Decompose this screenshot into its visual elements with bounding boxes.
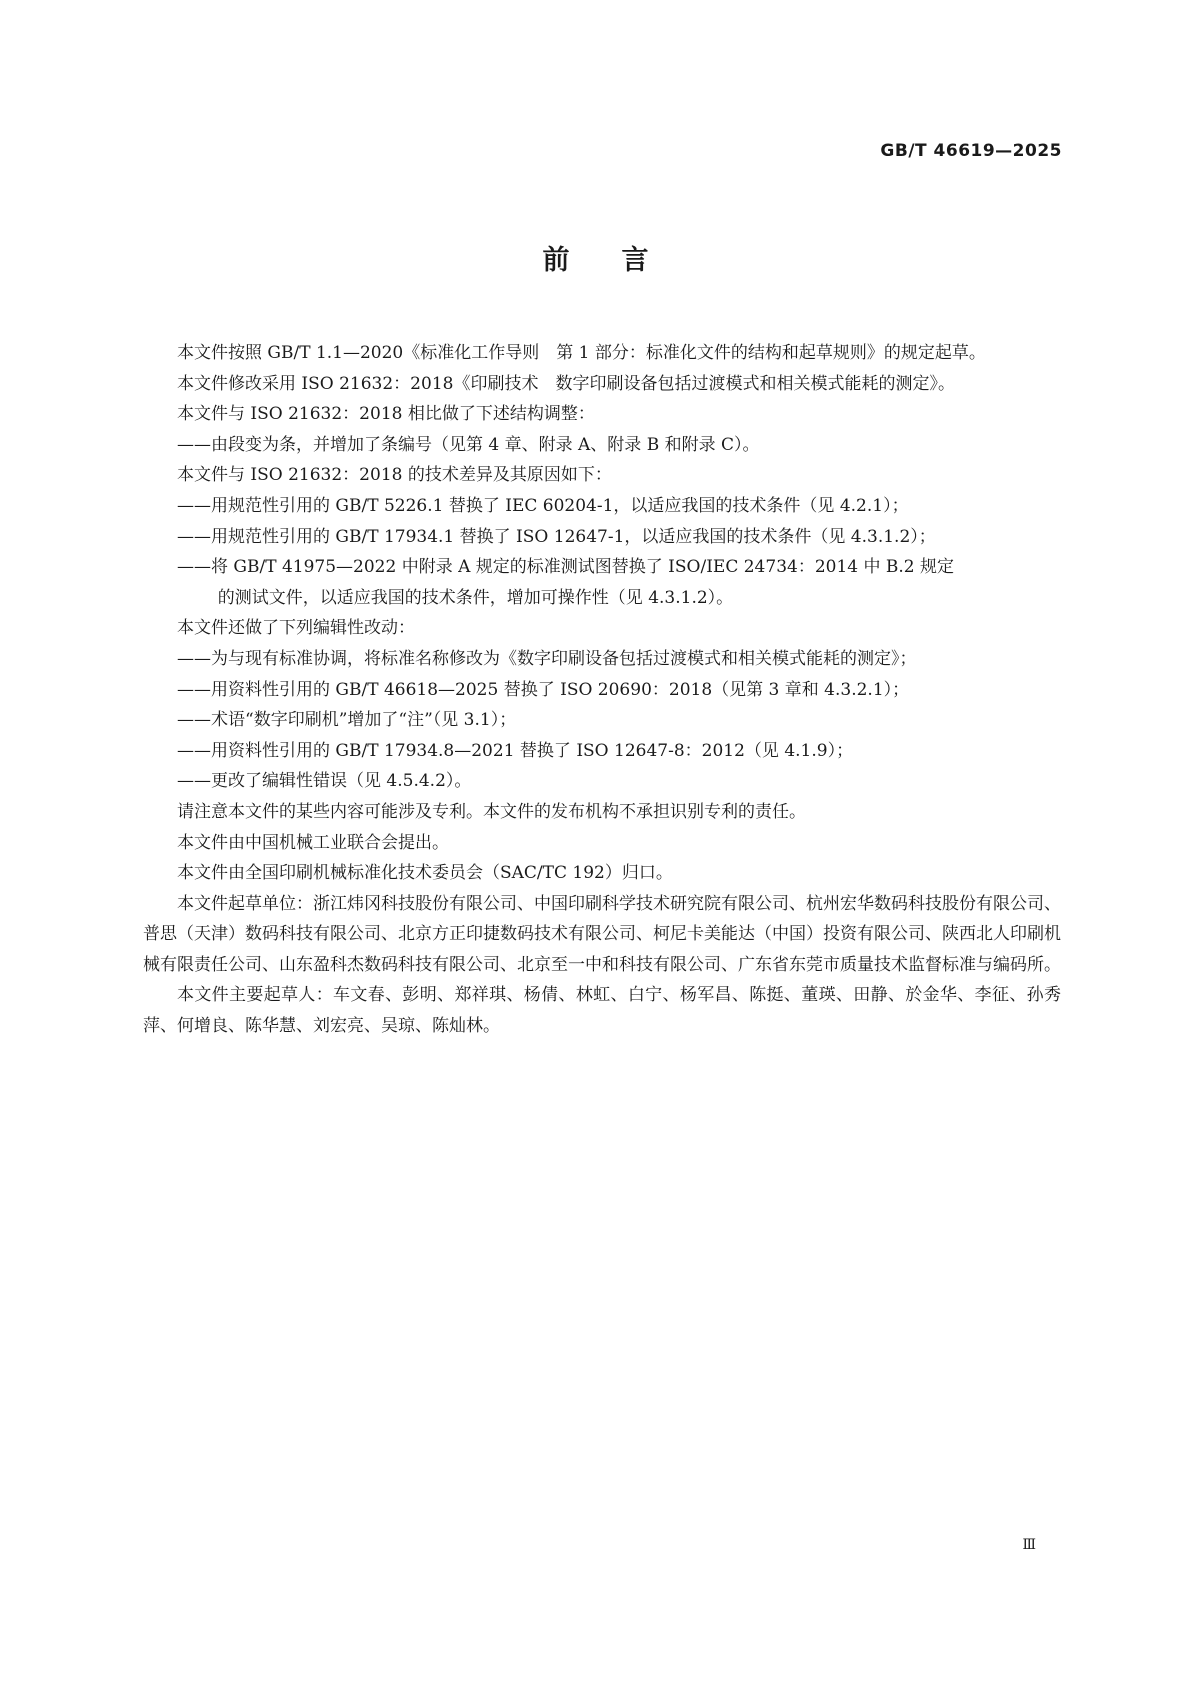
list-item: ——更改了编辑性错误（见 4.5.4.2）。 [177,771,472,792]
paragraph: 本文件由中国机械工业联合会提出。 [177,832,449,853]
list-item: ——用资料性引用的 GB/T 46618—2025 替换了 ISO 20690：2018（见第 3 章和 4.3.2.1）； [177,679,910,700]
list-item: ——将 GB/T 41975—2022 中附录 A 规定的标准测试图替换了 ISO/IEC 24734：2014 中 B.2 规定 [177,557,955,578]
list-item: ——用资料性引用的 GB/T 17934.8—2021 替换了 ISO 12647-8：2012（见 4.1.9）； [177,740,854,761]
list-item: ——用规范性引用的 GB/T 5226.1 替换了 IEC 60204-1，以适应我国的技术条件（见 4.2.1）； [177,495,909,516]
paragraph: 本文件起草单位：浙江炜冈科技股份有限公司、中国印刷科学技术研究院有限公司、杭州宏华数码科技股份有限公司、普思（天津）数码科技有限公司、北京方正印捷数码技术有限公司、柯尼卡美能达（中国）投资有限公司、陕西北人印刷机械有限责任公司、山东盈科杰数码科技有限公司、北京至一中和科技有限公司、广东省东莞市质量技术监督标准与编码所。 [143,893,1061,975]
list-item: ——为与现有标准协调，将标准名称修改为《数字印刷设备包括过渡模式和相关模式能耗的测定》； [177,648,917,669]
paragraph: 本文件与 ISO 21632：2018 的技术差异及其原因如下： [177,465,612,486]
paragraph: 本文件由全国印刷机械标准化技术委员会（SAC/TC 192）归口。 [177,863,673,884]
paragraph: 请注意本文件的某些内容可能涉及专利。本文件的发布机构不承担识别专利的责任。 [177,801,806,822]
page-number: Ⅲ [1022,1537,1036,1553]
paragraph: 本文件按照 GB/T 1.1—2020《标准化工作导则 第 1 部分：标准化文件的结构和起草规则》的规定起草。 [177,343,986,363]
paragraph: 本文件与 ISO 21632：2018 相比做了下述结构调整： [177,404,595,425]
list-item: ——用规范性引用的 GB/T 17934.1 替换了 ISO 12647-1，以适应我国的技术条件（见 4.3.1.2）； [177,526,936,547]
list-item: ——术语“数字印刷机”增加了“注”（见 3.1）； [177,710,517,731]
list-item-continuation: 的测试文件，以适应我国的技术条件，增加可操作性（见 4.3.1.2）。 [217,587,734,608]
paragraph: 本文件主要起草人：车文春、彭明、郑祥琪、杨倩、林虹、白宁、杨军昌、陈挺、董瑛、田静、於金华、李征、孙秀萍、何增良、陈华慧、刘宏亮、吴琼、陈灿林。 [143,985,1061,1037]
paragraph: 本文件修改采用 ISO 21632：2018《印刷技术 数字印刷设备包括过渡模式和相关模式能耗的测定》。 [177,373,955,394]
foreword-body [143,338,1061,1042]
page-title: 前言 [542,245,701,276]
paragraph: 本文件还做了下列编辑性改动： [177,618,415,639]
standard-number: GB/T 46619—2025 [880,141,1062,161]
list-item: ——由段变为条，并增加了条编号（见第 4 章、附录 A、附录 B 和附录 C）。 [177,434,760,455]
